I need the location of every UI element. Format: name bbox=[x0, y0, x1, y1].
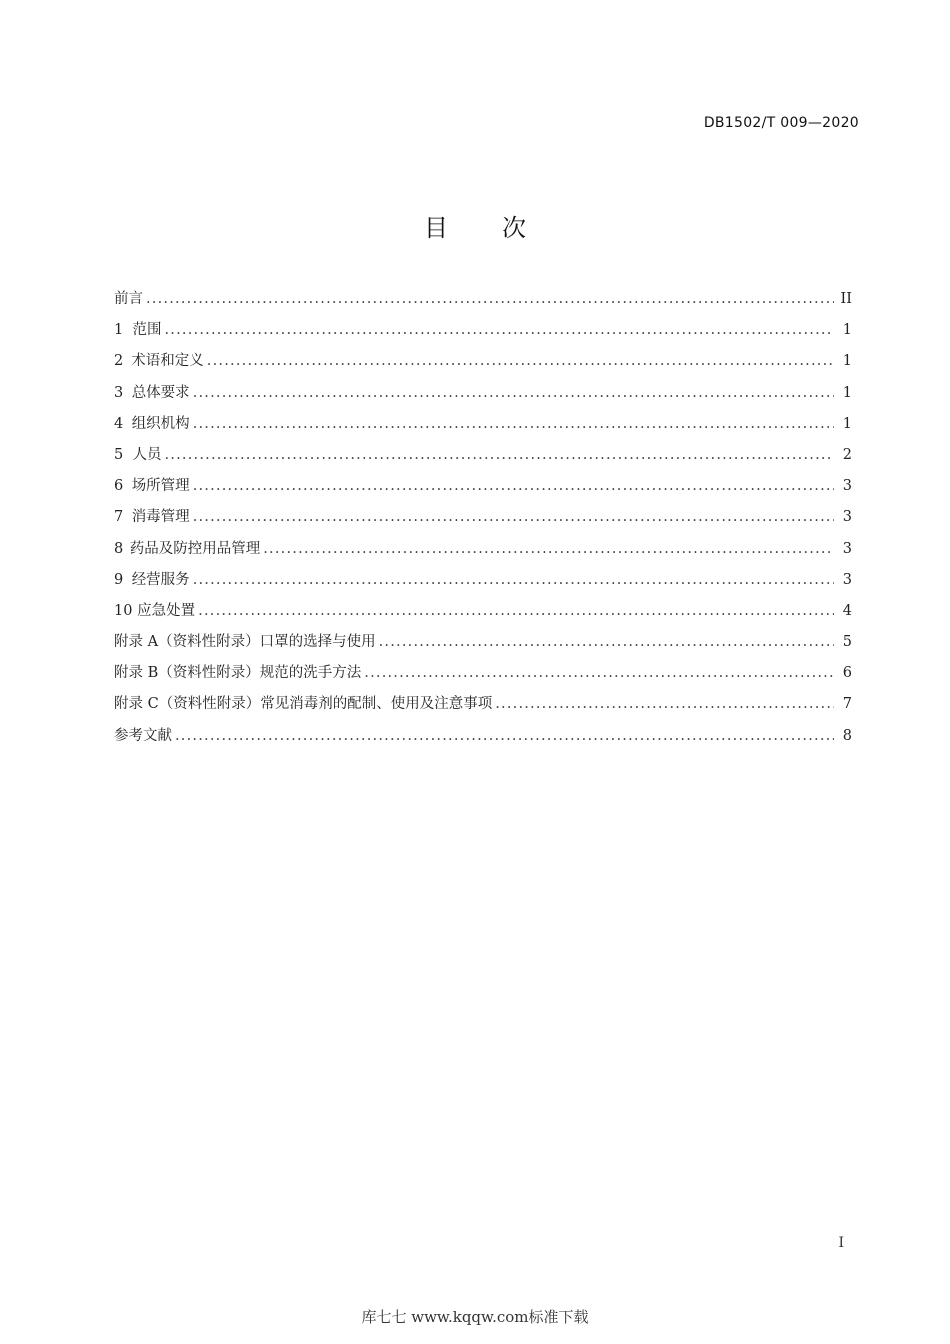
toc-entry-page: 2 bbox=[842, 446, 852, 463]
toc-entry-foreword[interactable] bbox=[114, 284, 852, 315]
toc-entry-page: 7 bbox=[842, 696, 852, 713]
page-title bbox=[0, 208, 950, 243]
toc-entry-page: 8 bbox=[842, 727, 852, 744]
toc-entry-page: 6 bbox=[842, 665, 852, 682]
toc-entry-page: 4 bbox=[842, 602, 852, 619]
toc-entry-page: 3 bbox=[842, 478, 852, 495]
dot-leader bbox=[193, 471, 834, 502]
toc-entry-page: 1 bbox=[842, 415, 852, 432]
toc-entry-label: 人员 bbox=[132, 446, 162, 463]
toc-entry-label: 口罩的选择与使用 bbox=[259, 634, 376, 651]
dot-leader bbox=[164, 315, 834, 346]
dot-leader bbox=[193, 502, 834, 533]
dot-leader bbox=[263, 534, 834, 565]
toc-entry-label: 常见消毒剂的配制、使用及注意事项 bbox=[260, 696, 493, 713]
toc-entry-5[interactable] bbox=[114, 440, 852, 471]
toc-entry-label: 消毒管理 bbox=[131, 509, 190, 526]
toc-entry-references[interactable] bbox=[114, 721, 852, 752]
dot-leader bbox=[193, 378, 834, 409]
toc-entry-4[interactable] bbox=[114, 409, 852, 440]
toc-entry-page: 1 bbox=[842, 322, 852, 339]
toc-entry-label: 前言 bbox=[114, 291, 143, 307]
dot-leader bbox=[175, 721, 834, 752]
toc-entry-label: 组织机构 bbox=[131, 415, 190, 432]
toc-entry-7[interactable] bbox=[114, 502, 852, 533]
document-code: DB1502/T 009—2020 bbox=[703, 115, 859, 131]
dot-leader bbox=[207, 346, 834, 377]
toc-entry-8[interactable] bbox=[114, 534, 852, 565]
toc-entry-appendix-c[interactable] bbox=[114, 689, 852, 720]
toc-entry-label: 应急处置 bbox=[137, 602, 196, 619]
dot-leader bbox=[146, 284, 834, 315]
toc-appendix-number: 附录 A（资料性附录） bbox=[114, 634, 260, 651]
toc-entry-number: 5 bbox=[114, 446, 124, 463]
toc-entry-label: 参考文献 bbox=[114, 727, 172, 744]
dot-leader bbox=[198, 596, 834, 627]
toc-entry-6[interactable] bbox=[114, 471, 852, 502]
title-char-2: 次 bbox=[502, 214, 526, 242]
dot-leader bbox=[164, 440, 834, 471]
dot-leader bbox=[364, 658, 834, 689]
toc-entry-number: 2 bbox=[114, 353, 124, 370]
toc-entry-label: 场所管理 bbox=[131, 478, 190, 495]
toc-entry-number: 6 bbox=[114, 478, 124, 495]
toc-entry-number: 7 bbox=[114, 509, 124, 526]
dot-leader bbox=[193, 409, 834, 440]
dot-leader bbox=[495, 689, 834, 720]
toc-entry-label: 术语和定义 bbox=[131, 353, 204, 370]
dot-leader bbox=[379, 627, 834, 658]
toc-entry-number: 4 bbox=[114, 415, 124, 432]
toc-entry-number: 10 bbox=[114, 602, 133, 619]
toc-entry-3[interactable] bbox=[114, 378, 852, 409]
toc-entry-1[interactable] bbox=[114, 315, 852, 346]
title-char-1: 目 bbox=[424, 214, 448, 242]
toc-entry-number: 9 bbox=[114, 571, 124, 588]
toc-entry-page: 3 bbox=[842, 540, 852, 557]
toc-entry-number: 8 bbox=[114, 540, 124, 557]
toc-entry-label: 经营服务 bbox=[131, 571, 190, 588]
dot-leader bbox=[193, 565, 834, 596]
toc-entry-number: 1 bbox=[114, 322, 124, 339]
toc-entry-page: 5 bbox=[842, 634, 852, 651]
table-of-contents bbox=[114, 284, 852, 752]
page-number: I bbox=[838, 1235, 844, 1251]
toc-entry-9[interactable] bbox=[114, 565, 852, 596]
toc-entry-10[interactable] bbox=[114, 596, 852, 627]
toc-entry-2[interactable] bbox=[114, 346, 852, 377]
toc-entry-page: 3 bbox=[842, 571, 852, 588]
toc-entry-number: 3 bbox=[114, 384, 124, 401]
toc-entry-page: 1 bbox=[842, 353, 852, 370]
toc-entry-page: 1 bbox=[842, 384, 852, 401]
toc-entry-label: 范围 bbox=[132, 322, 162, 339]
toc-entry-page: II bbox=[840, 291, 852, 307]
toc-appendix-number: 附录 B（资料性附录） bbox=[114, 665, 260, 682]
toc-entry-label: 规范的洗手方法 bbox=[259, 665, 362, 682]
footer-watermark-text: 库七七 www.kqqw.com标准下载 bbox=[361, 1308, 589, 1326]
toc-entry-label: 药品及防控用品管理 bbox=[129, 540, 261, 557]
toc-entry-appendix-b[interactable] bbox=[114, 658, 852, 689]
toc-entry-appendix-a[interactable] bbox=[114, 627, 852, 658]
toc-entry-page: 3 bbox=[842, 509, 852, 526]
toc-appendix-number: 附录 C（资料性附录） bbox=[114, 696, 261, 713]
toc-entry-label: 总体要求 bbox=[131, 384, 190, 401]
